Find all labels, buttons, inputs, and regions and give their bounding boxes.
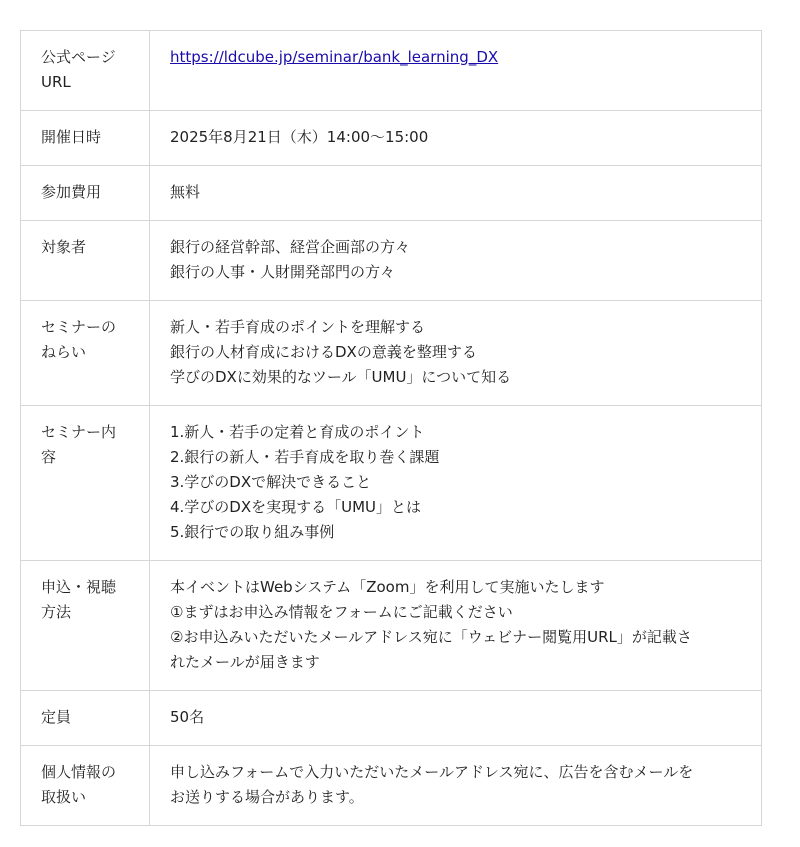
row-value-line: 学びのDXに効果的なツール「UMU」について知る: [170, 368, 512, 386]
row-value-line: 無料: [170, 183, 201, 201]
row-label: [21, 31, 150, 111]
row-label-line: 参加費用: [41, 183, 102, 201]
table-row-aims: [21, 301, 762, 406]
table-row-official-url: [21, 31, 762, 111]
row-label-line: URL: [41, 73, 71, 91]
row-label-line: 容: [41, 448, 57, 466]
row-label-line: 開催日時: [41, 128, 102, 146]
row-label-line: 申込・視聴: [41, 578, 117, 596]
row-value: [150, 406, 762, 561]
row-label-line: セミナー内: [41, 423, 117, 441]
row-label: [21, 166, 150, 221]
table-row-audience: [21, 221, 762, 301]
row-value: [150, 31, 762, 111]
row-label: [21, 691, 150, 746]
official-page-link[interactable]: https://ldcube.jp/seminar/bank_learning_DX: [170, 48, 499, 66]
row-value: [150, 301, 762, 406]
row-label-line: 取扱い: [41, 788, 87, 806]
row-value-line: 3.学びのDXで解決できること: [170, 473, 372, 491]
row-value-line: 2.銀行の新人・若手育成を取り巻く課題: [170, 448, 440, 466]
row-label: [21, 406, 150, 561]
row-value-line: 申し込みフォームで入力いただいたメールアドレス宛に、広告を含むメールを: [170, 763, 694, 781]
row-value-line: 銀行の人事・人財開発部門の方々: [170, 263, 396, 281]
row-label: [21, 111, 150, 166]
table-row-privacy: [21, 746, 762, 826]
row-label-line: 個人情報の: [41, 763, 117, 781]
table-row-datetime: [21, 111, 762, 166]
table-row-fee: [21, 166, 762, 221]
row-label: [21, 301, 150, 406]
row-value-line: ①まずはお申込み情報をフォームにご記載ください: [170, 603, 513, 621]
row-value: [150, 691, 762, 746]
row-label-line: 方法: [41, 603, 72, 621]
row-label: [21, 561, 150, 691]
row-value-line: 4.学びのDXを実現する「UMU」とは: [170, 498, 422, 516]
row-value-line: 銀行の経営幹部、経営企画部の方々: [170, 238, 411, 256]
row-value-line: ②お申込みいただいたメールアドレス宛に「ウェビナー閲覧用URL」が記載さ: [170, 628, 692, 646]
table-row-application: [21, 561, 762, 691]
row-value-line: れたメールが届きます: [170, 653, 320, 671]
table-row-content: [21, 406, 762, 561]
row-value-line: 本イベントはWebシステム「Zoom」を利用して実施いたします: [170, 578, 605, 596]
row-value-line: お送りする場合があります。: [170, 788, 364, 806]
row-label: [21, 221, 150, 301]
row-label-line: セミナーの: [41, 318, 117, 336]
row-value: [150, 111, 762, 166]
row-value-line: 50名: [170, 708, 205, 726]
row-value: [150, 221, 762, 301]
seminar-info-table: [20, 30, 762, 826]
row-value: [150, 746, 762, 826]
row-label-line: 公式ページ: [41, 48, 116, 66]
row-label-line: ねらい: [41, 343, 87, 361]
row-label: [21, 746, 150, 826]
row-label-line: 対象者: [41, 238, 87, 256]
row-value-line: 新人・若手育成のポイントを理解する: [170, 318, 426, 336]
row-value-line: 1.新人・若手の定着と育成のポイント: [170, 423, 425, 441]
row-value-line: 2025年8月21日（木）14:00〜15:00: [170, 128, 429, 146]
table-row-capacity: [21, 691, 762, 746]
row-value-line: 5.銀行での取り組み事例: [170, 523, 335, 541]
row-value: [150, 561, 762, 691]
row-label-line: 定員: [41, 708, 72, 726]
row-value: [150, 166, 762, 221]
row-value-line: 銀行の人材育成におけるDXの意義を整理する: [170, 343, 477, 361]
